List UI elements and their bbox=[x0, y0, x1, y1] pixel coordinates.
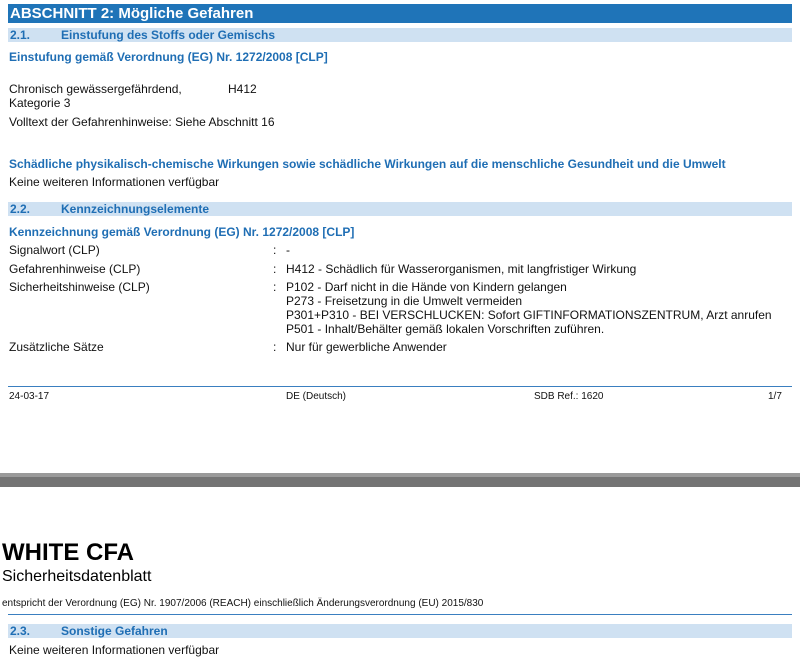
subsection-2-2-bar bbox=[8, 202, 792, 216]
subsection-number: 2.1. bbox=[10, 28, 31, 42]
regulation-statement: entspricht der Verordnung (EG) Nr. 1907/2006 (REACH) einschließlich Änderungsverordnung (EU) 2015/830 bbox=[2, 598, 484, 609]
hazard-class-line2: Kategorie 3 bbox=[9, 96, 71, 110]
footer-page-number: 1/7 bbox=[768, 391, 782, 402]
hazard-statements-value: H412 - Schädlich für Wasserorganismen, mit langfristiger Wirkung bbox=[286, 262, 637, 276]
subsection-number: 2.3. bbox=[10, 624, 31, 638]
precaution-p273: P273 - Freisetzung in die Umwelt vermeiden bbox=[286, 294, 523, 308]
colon: : bbox=[273, 262, 277, 276]
subsection-title: Einstufung des Stoffs oder Gemischs bbox=[61, 28, 276, 42]
other-hazards-text: Keine weiteren Informationen verfügbar bbox=[9, 643, 220, 657]
precaution-p102: P102 - Darf nicht in die Hände von Kindern gelangen bbox=[286, 280, 567, 294]
effects-text: Keine weiteren Informationen verfügbar bbox=[9, 175, 220, 189]
precaution-p501: P501 - Inhalt/Behälter gemäß lokalen Vorschriften zuführen. bbox=[286, 322, 605, 336]
subsection-2-1-bar bbox=[8, 28, 792, 42]
labelling-heading: Kennzeichnung gemäß Verordnung (EG) Nr. 1272/2008 [CLP] bbox=[9, 225, 355, 239]
hazard-class-line1: Chronisch gewässergefährdend, bbox=[9, 82, 182, 96]
subsection-number: 2.2. bbox=[10, 202, 31, 216]
colon: : bbox=[273, 280, 277, 294]
header-rule bbox=[8, 614, 792, 615]
fulltext-note: Volltext der Gefahrenhinweise: Siehe Abschnitt 16 bbox=[9, 115, 275, 129]
precaution-p301-p310: P301+P310 - BEI VERSCHLUCKEN: Sofort GIFTINFORMATIONSZENTRUM, Arzt anrufen bbox=[286, 308, 772, 322]
page-separator-highlight bbox=[0, 473, 800, 477]
subsection-title: Sonstige Gefahren bbox=[61, 624, 168, 638]
signal-word-label: Signalwort (CLP) bbox=[9, 243, 100, 257]
effects-heading: Schädliche physikalisch-chemische Wirkungen sowie schädliche Wirkungen auf die menschliche Gesundheit und die Umwelt bbox=[9, 157, 726, 171]
colon: : bbox=[273, 243, 277, 257]
subsection-2-3-bar bbox=[8, 624, 792, 638]
hazard-statements-label: Gefahrenhinweise (CLP) bbox=[9, 262, 141, 276]
subsection-title: Kennzeichnungselemente bbox=[61, 202, 210, 216]
classification-heading: Einstufung gemäß Verordnung (EG) Nr. 1272/2008 [CLP] bbox=[9, 50, 328, 64]
colon: : bbox=[273, 340, 277, 354]
additional-phrases-label: Zusätzliche Sätze bbox=[9, 340, 104, 354]
additional-phrases-value: Nur für gewerbliche Anwender bbox=[286, 340, 447, 354]
precautionary-statements-label: Sicherheitshinweise (CLP) bbox=[9, 280, 150, 294]
document-type: Sicherheitsdatenblatt bbox=[2, 568, 152, 585]
signal-word-value: - bbox=[286, 243, 290, 257]
hazard-code: H412 bbox=[228, 82, 257, 96]
footer-language: DE (Deutsch) bbox=[286, 391, 347, 402]
product-name: WHITE CFA bbox=[2, 539, 134, 566]
footer-rule bbox=[8, 386, 792, 387]
section-2-header: ABSCHNITT 2: Mögliche Gefahren bbox=[8, 4, 792, 23]
footer-date: 24-03-17 bbox=[9, 391, 50, 402]
footer-sds-ref: SDB Ref.: 1620 bbox=[534, 391, 604, 402]
